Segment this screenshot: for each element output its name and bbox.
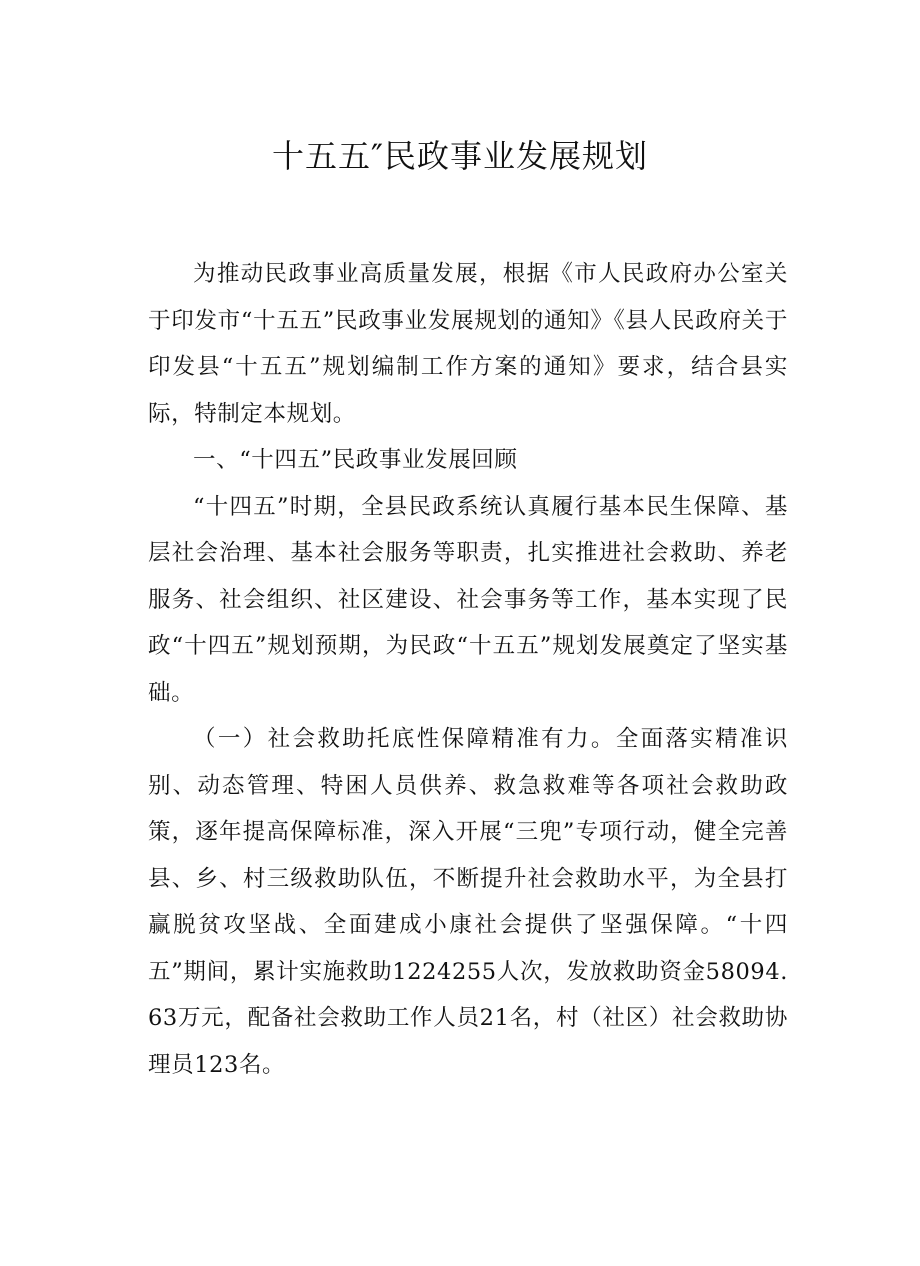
intro-paragraph: 为推动民政事业高质量发展，根据《市人民政府办公室关于印发市“十五五”民政事业发展规划的通知》《县人民政府关于印发县“十五五”规划编制工作方案的通知》要求，结合县实际，特制定本规划。: [148, 261, 788, 427]
document-title: 十五五″民政事业发展规划: [272, 137, 648, 175]
review-paragraph: “十四五”时期，全县民政系统认真履行基本民生保障、基层社会治理、基本社会服务等职责，扎实推进社会救助、养老服务、社会组织、社区建设、社会事务等工作，基本实现了民政“十四五”规划预期，为民政“十五五”规划发展奠定了坚实基础。: [148, 493, 788, 706]
section-heading-review: 一、“十四五”民政事业发展回顾: [193, 447, 518, 473]
social-assistance-paragraph: （一）社会救助托底性保障精准有力。全面落实精准识别、动态管理、特困人员供养、救急救难等各项社会救助政策，逐年提高保障标准，深入开展“三兜”专项行动，健全完善县、乡、村三级救助队伍，不断提升社会救助水平，为全县打赢脱贫攻坚战、全面建成小康社会提供了坚强保障。“十四五”期间，累计实施救助1224255人次，发放救助资金58094.63万元，配备社会救助工作人员21名，村（社区）社会救助协理员123名。: [148, 726, 788, 1078]
document-body: [148, 251, 788, 1088]
